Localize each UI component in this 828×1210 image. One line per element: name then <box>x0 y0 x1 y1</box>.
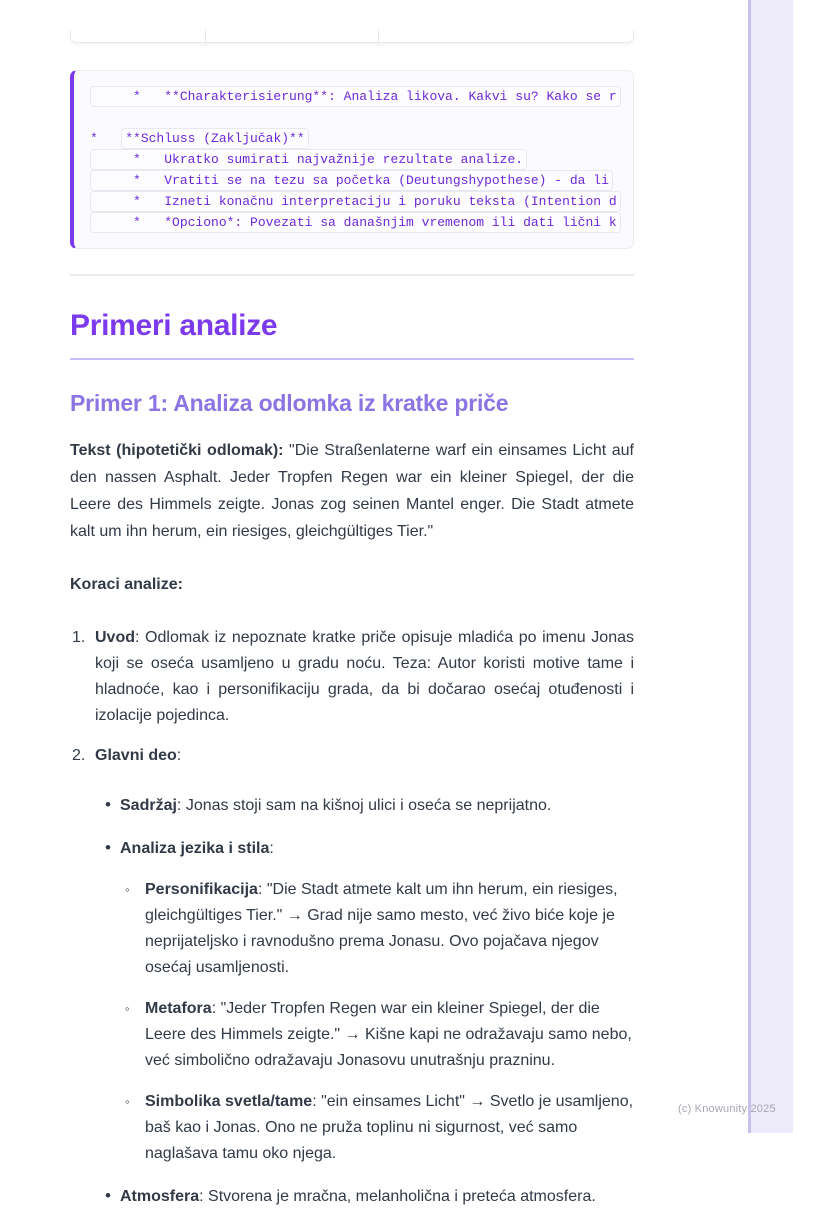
page-edge-strip <box>748 0 793 1133</box>
analysis-steps-list <box>70 625 634 769</box>
list-item-label: Metafora <box>145 1000 212 1017</box>
list-number: 2. <box>72 747 86 764</box>
document-page <box>70 0 634 1210</box>
table-column-divider <box>378 30 379 42</box>
list-item-label: Uvod <box>95 629 135 646</box>
code-line-text: * **Charakterisierung**: Analiza likova. Kakvi su? Kako se r <box>90 86 621 107</box>
watermark: (c) Knowunity 2025 <box>678 1103 776 1115</box>
list-item <box>70 996 634 1074</box>
list-item-text: : Stvorena je mračna, melanholična i preteća atmosfera. <box>199 1188 596 1205</box>
list-item-label: Sadržaj <box>120 797 177 814</box>
list-item <box>70 625 634 729</box>
code-line-blank <box>90 107 619 128</box>
list-item-text: : Odlomak iz nepoznate kratke priče opisuje mladića po imenu Jonas koji se oseća usamljeno u gradu noću. Teza: Autor koristi motive tame i hladnoće, kao i personifikaciju grada, da bi dočarao osećaj otuđenosti i izolacije pojedinca. <box>95 629 634 724</box>
code-line <box>90 86 619 107</box>
circle-bullet-icon: ◦ <box>125 1001 130 1016</box>
sub-bullet-list <box>70 877 634 1167</box>
code-line-text: * Ukratko sumirati najvažnije rezultate analize. <box>90 149 527 170</box>
list-number: 1. <box>72 629 86 646</box>
bullet-list <box>70 793 634 862</box>
bullet-icon: • <box>105 838 111 857</box>
code-line <box>90 191 619 212</box>
circle-bullet-icon: ◦ <box>125 1094 130 1109</box>
list-item-text: : "Jeder Tropfen Regen war ein kleiner Spiegel, der die Leere des Himmels zeigte." → Kišne kapi ne odražavaju samo nebo, već simbolično odražavaju Jonasovu unutrašnju prazninu. <box>145 1000 632 1069</box>
code-line-prefix: * <box>90 131 122 146</box>
list-item-label: Analiza jezika i stila <box>120 840 270 857</box>
list-item <box>70 836 634 862</box>
list-item-label: Atmosfera <box>120 1188 200 1205</box>
code-line-text: * Izneti konačnu interpretaciju i poruku teksta (Intention d <box>90 191 621 212</box>
intro-text: "Die Straßenlaterne warf ein einsames Licht auf den nassen Asphalt. Jeder Tropfen Regen war ein kleiner Spiegel, der die Leere des Himmels zeigte. Jonas zog seinen Mantel enger. Die Stadt atmete kalt um ihn herum, ein riesiges, gleichgültiges Tier." <box>70 442 634 540</box>
list-item <box>70 1184 634 1210</box>
list-item <box>70 793 634 819</box>
code-line <box>90 212 619 233</box>
list-item-text: : <box>176 747 182 764</box>
code-line-text: * *Opciono*: Povezati sa današnjim vremenom ili dati lični k <box>90 212 621 233</box>
code-line <box>90 170 619 191</box>
subsection-title: Primer 1: Analiza odlomka iz kratke priče <box>70 390 509 416</box>
list-item-label: Glavni deo <box>95 747 177 764</box>
steps-heading: Koraci analize: <box>70 576 183 593</box>
code-line <box>90 149 619 170</box>
list-item-label: Personifikacija <box>145 881 258 898</box>
page-title: Primeri analize <box>70 309 634 360</box>
list-item-text: : Jonas stoji sam na kišnoj ulici i oseća se neprijatno. <box>176 797 552 814</box>
list-item-text: : "ein einsames Licht" → Svetlo je usamljeno, baš kao i Jonas. Ono ne pruža toplinu ni sigurnost, već samo naglašava tamu oko njega. <box>145 1093 634 1162</box>
list-item <box>70 1089 634 1167</box>
table-bottom-edge <box>70 30 634 43</box>
intro-label: Tekst (hipotetički odlomak): <box>70 442 284 459</box>
list-item-text: : <box>269 840 274 857</box>
bullet-list <box>70 1184 634 1210</box>
intro-paragraph <box>70 437 634 545</box>
code-line-text: **Schluss (Zaključak)** <box>121 128 308 149</box>
bullet-icon: • <box>105 1186 111 1205</box>
circle-bullet-icon: ◦ <box>125 882 130 897</box>
list-item <box>70 743 634 769</box>
list-item-text: : "Die Stadt atmete kalt um ihn herum, ein riesiges, gleichgültiges Tier." → Grad nije samo mesto, već živo biće koje je neprijateljsko i ravnodušno prema Jonasu. Ovo pojačava njegov osećaj usamljenosti. <box>145 881 618 976</box>
section-divider <box>70 274 634 276</box>
code-block <box>70 70 634 249</box>
code-line-text: * Vratiti se na tezu sa početka (Deutungshypothese) - da li <box>90 170 613 191</box>
bullet-icon: • <box>105 795 111 814</box>
code-line <box>90 128 619 149</box>
list-item <box>70 877 634 981</box>
list-item-label: Simbolika svetla/tame <box>145 1093 313 1110</box>
table-column-divider <box>205 30 206 42</box>
